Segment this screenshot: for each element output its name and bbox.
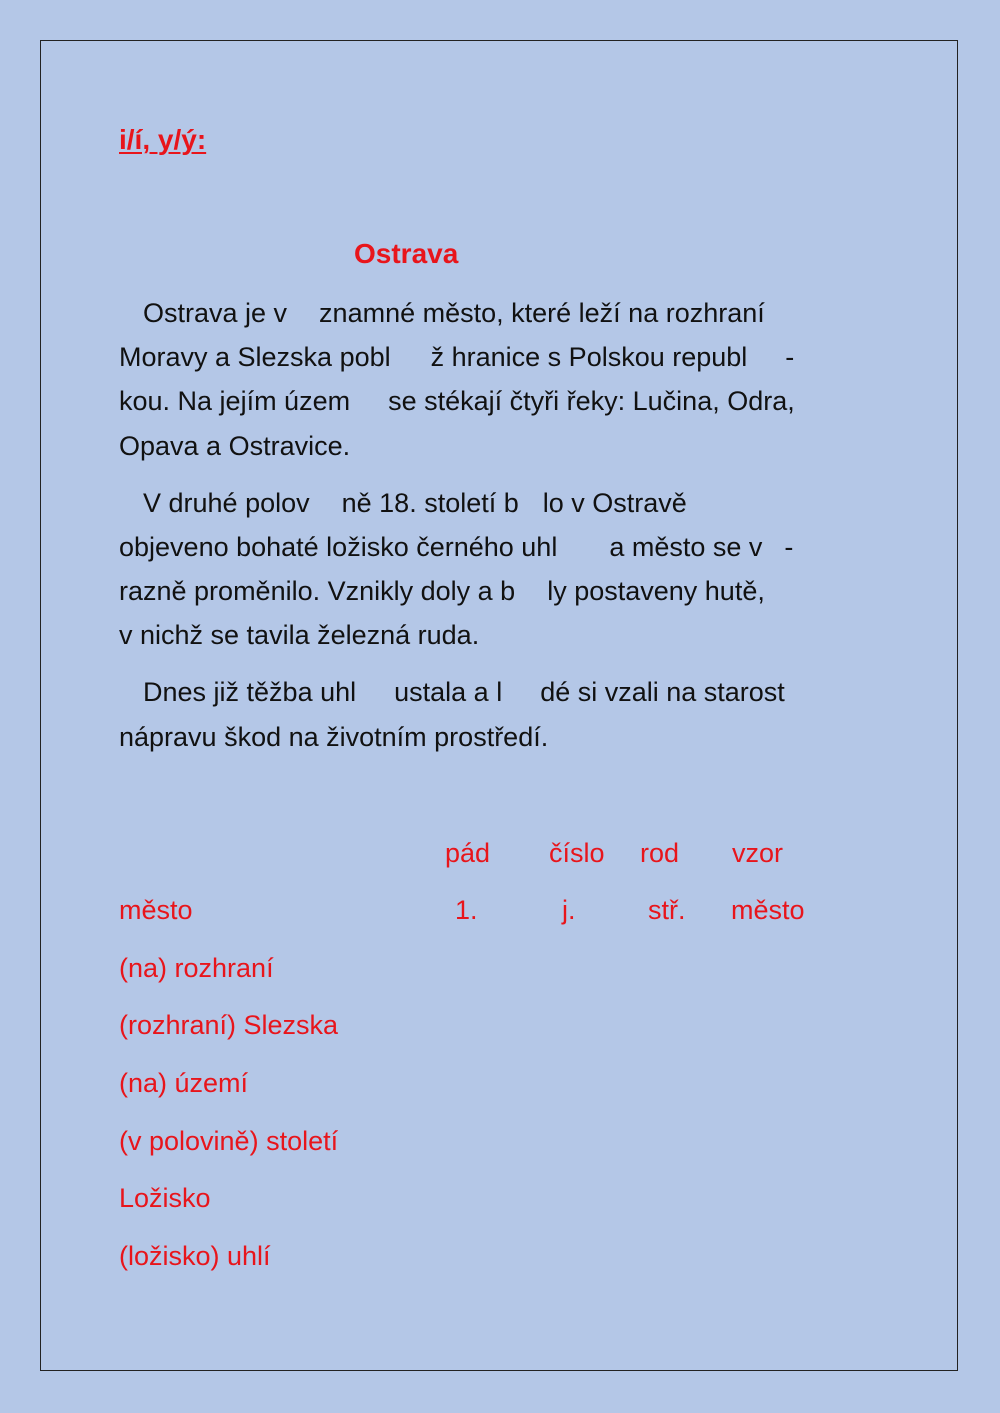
text-line: Ostrava je v znamné město, které leží na rozhraní — [143, 298, 765, 328]
row-word: (v polovině) století — [119, 1126, 339, 1156]
row-word: Ložisko — [119, 1183, 211, 1213]
text-title: Ostrava — [354, 238, 459, 269]
text-line: Dnes již těžba uhl ustala a l dé si vzali na starost — [143, 677, 785, 707]
header-pad: pád — [445, 838, 491, 868]
row-word: (na) rozhraní — [119, 953, 274, 983]
text-line: Moravy a Slezska pobl ž hranice s Polskou republ - — [119, 342, 795, 372]
text-line: V druhé polov ně 18. století b lo v Ostravě — [143, 488, 687, 518]
row-word: (na) území — [119, 1068, 249, 1098]
header-rod: rod — [640, 838, 680, 868]
text-line: Opava a Ostravice. — [119, 431, 351, 461]
row-word: (rozhraní) Slezska — [119, 1010, 339, 1040]
text-line: razně proměnilo. Vznikly doly a b ly postaveny hutě, — [119, 576, 765, 606]
row-rod: stř. — [648, 895, 686, 925]
text-line: objeveno bohaté ložisko černého uhl a město se v - — [119, 532, 794, 562]
row-pad: 1. — [455, 895, 478, 925]
text-line: nápravu škod na životním prostředí. — [119, 722, 549, 752]
row-cislo: j. — [562, 895, 576, 925]
row-vzor: město — [731, 895, 805, 925]
text-line: v nichž se tavila železná ruda. — [119, 620, 480, 650]
text-line: kou. Na jejím územ se stékají čtyři řeky: Lučina, Odra, — [119, 386, 795, 416]
row-word: město — [119, 895, 193, 925]
header-cislo: číslo — [549, 838, 605, 868]
row-word: (ložisko) uhlí — [119, 1241, 271, 1271]
header-vzor: vzor — [732, 838, 784, 868]
exercise-heading: i/í, y/ý: — [119, 124, 207, 155]
